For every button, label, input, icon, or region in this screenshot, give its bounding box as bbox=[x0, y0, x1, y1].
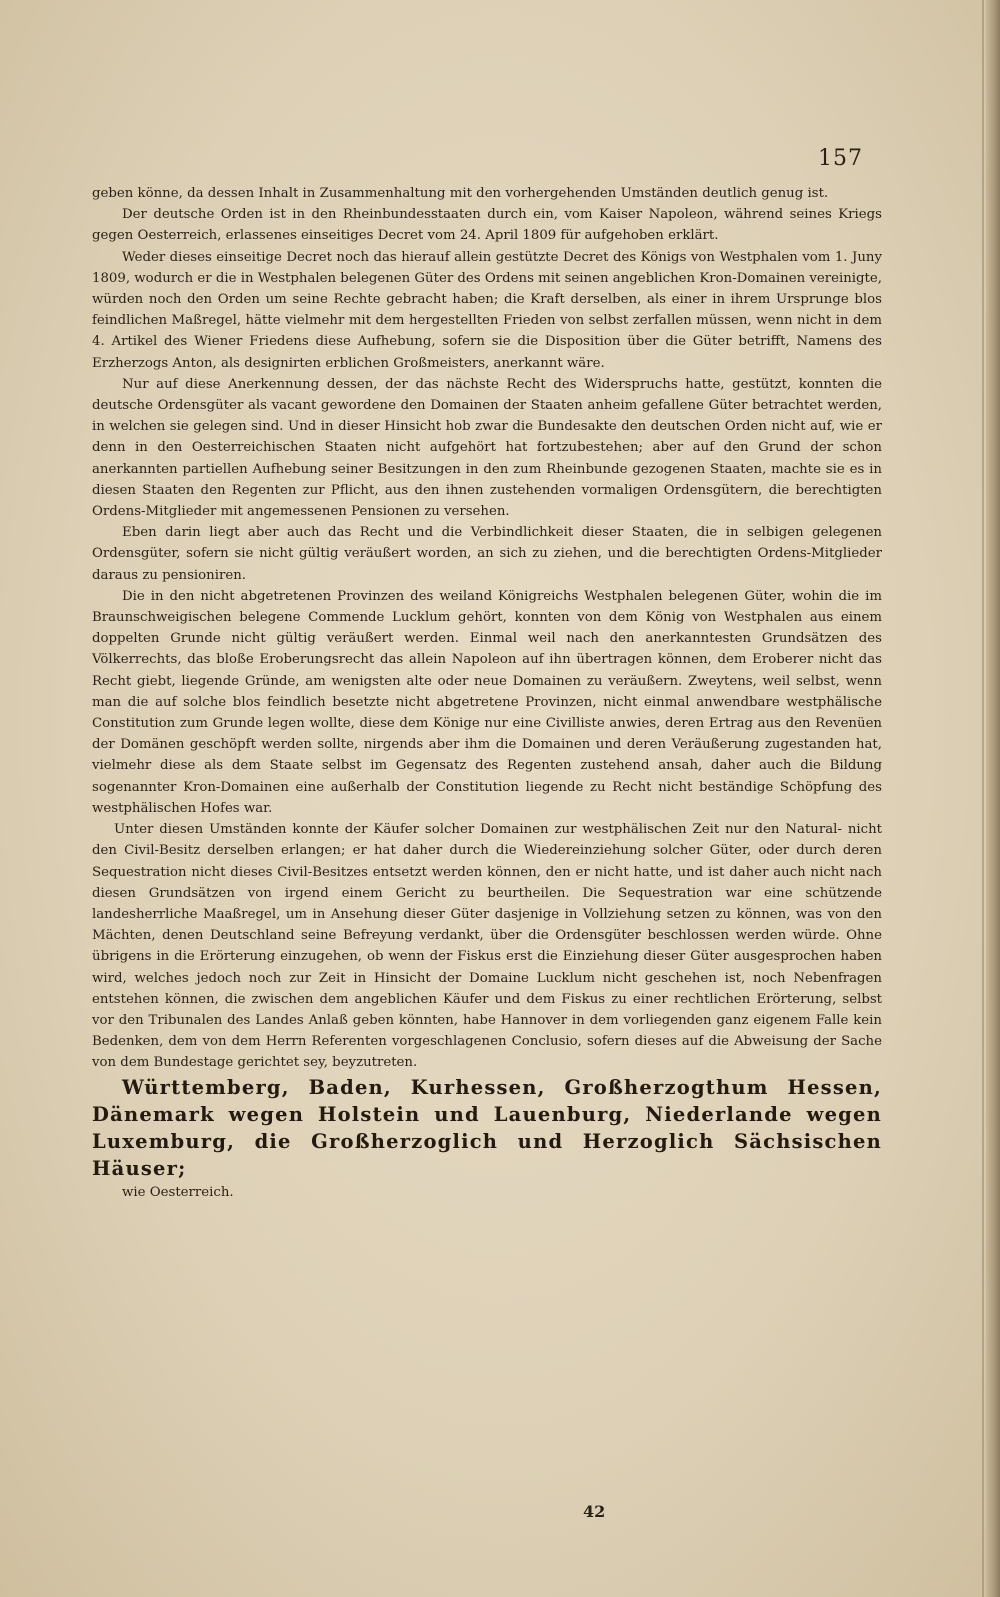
body-text bbox=[92, 183, 882, 1204]
paragraph-1: geben könne, da dessen Inhalt in Zusammenhaltung mit den vorhergehenden Umständen deutlich genug ist. bbox=[92, 186, 829, 201]
binding-shadow bbox=[982, 0, 984, 1597]
paragraph-6: Die in den nicht abgetretenen Provinzen des weiland Königreichs Westphalen belegenen Güter, wohin die im Braunschweigischen belegene Commende Lucklum gehört, konnten von dem König von Westphalen aus einem doppelten Grunde nicht gültig veräußert werden. Einmal weil nach den anerkanntesten Grundsätzen des Völkerrechts, das bloße Eroberungsrecht das allein Napoleon auf ihn übertragen können, dem Eroberer nicht das Recht giebt, liegende Gründe, am wenigsten alte oder neue Domainen zu veräußern. Zweytens, weil selbst, wenn man die auf solche blos feindlich besetzte nicht abgetretene Provinzen, nicht einmal anwendbare westphälische Constitution zum Grunde legen wollte, diese dem Könige nur eine Civilliste anwies, deren Ertrag aus den Revenüen der Domänen geschöpft werden sollte, nirgends aber ihm die Domainen und deren Veräußerung zugestanden hat, vielmehr diese als dem Staate selbst im Gegensatz des Regenten zustehend ansah, daher auch die Bildung sogenannter Kron-Domainen eine außerhalb der Constitution liegende zu Recht nicht beständige Schöpfung des westphälischen Hofes war. bbox=[92, 588, 882, 816]
closing-line: wie Oesterreich. bbox=[122, 1184, 234, 1200]
paragraph-5: Eben darin liegt aber auch das Recht und die Verbindlichkeit dieser Staaten, die in selbigen gelegenen Ordensgüter, sofern sie nicht gültig veräußert worden, an sich zu ziehen, und die berechtigten Ordens-Mitglieder daraus zu pensioniren. bbox=[92, 525, 882, 583]
page-number: 157 bbox=[818, 146, 863, 171]
paragraph-3: Weder dieses einseitige Decret noch das hierauf allein gestützte Decret des Königs von Westphalen vom 1. Juny 1809, wodurch er die in Westphalen belegenen Güter des Ordens mit seinen angeblichen Kron-Domainen vereinigte, würden noch den Orden um seine Rechte gebracht haben; die Kraft derselben, als einer in ihrem Ursprunge blos feindlichen Maßregel, hätte vielmehr mit dem hergestellten Frieden von selbst zerfallen müssen, wenn nicht in dem 4. Artikel des Wiener Friedens diese Aufhebung, sofern sie die Disposition über die Güter betrifft, Namens des Erzherzogs Anton, als designirten erblichen Großmeisters, anerkannt wäre. bbox=[92, 249, 882, 371]
states-vote-line: Württemberg, Baden, Kurhessen, Großherzogthum Hessen, Dänemark wegen Holstein und Lauenburg, Niederlande wegen Luxemburg, die Großherzoglich und Herzoglich Sächsischen Häuser; bbox=[92, 1075, 882, 1180]
paragraph-4: Nur auf diese Anerkennung dessen, der das nächste Recht des Widerspruchs hatte, gestützt, konnten die deutsche Ordensgüter als vacant gewordene den Domainen der Staaten anheim gefallene Güter betrachtet werden, in welchen sie gelegen sind. Und in dieser Hinsicht hob zwar die Bundesakte den deutschen Orden nicht auf, wie er denn in den Oesterreichischen Staaten nicht aufgehört hat fortzubestehen; aber auf den Grund der schon anerkannten partiellen Aufhebung seiner Besitzungen in den zum Rheinbunde gezogenen Staaten, machte sie es in diesen Staaten den Regenten zur Pflicht, aus den ihnen zustehenden vormaligen Ordensgütern, die berechtigten Ordens-Mitglieder mit angemessenen Pensionen zu versehen. bbox=[92, 376, 882, 520]
paragraph-2: Der deutsche Orden ist in den Rheinbundesstaaten durch ein, vom Kaiser Napoleon, während seines Kriegs gegen Oesterreich, erlassenes einseitiges Decret vom 24. April 1809 für aufgehoben erklärt. bbox=[92, 207, 882, 244]
signature-mark: 42 bbox=[583, 1502, 606, 1521]
book-spine bbox=[986, 0, 1000, 1597]
paragraph-7: Unter diesen Umständen konnte der Käufer solcher Domainen zur westphälischen Zeit nur den Natural- nicht den Civil-Besitz derselben erlangen; er hat daher durch die Wiedereinziehung solcher Güter, oder durch deren Sequestration nicht dieses Civil-Besitzes entsetzt werden können, den er nicht hatte, und ist daher auch nicht nach diesen Grundsätzen von irgend einem Gericht zu beurtheilen. Die Sequestration war eine schützende landesherrliche Maaßregel, um in Ansehung dieser Güter dasjenige in Vollziehung setzen zu können, was von den Mächten, denen Deutschland seine Befreyung verdankt, über die Ordensgüter beschlossen werden würde. Ohne übrigens in die Erörterung einzugehen, ob wenn der Fiskus erst die Einziehung dieser Güter ausgesprochen haben wird, welches jedoch noch zur Zeit in Hinsicht der Domaine Lucklum nicht geschehen ist, noch Nebenfragen entstehen können, die zwischen dem angeblichen Käufer und dem Fiskus zu einer rechtlichen Erörterung, selbst vor den Tribunalen des Landes Anlaß geben könnten, habe Hannover in dem vorliegenden ganz eigenem Falle kein Bedenken, dem von dem Herrn Referenten vorgeschlagenen Conclusio, sofern dieses auf die Abweisung der Sache von dem Bundestage gerichtet sey, beyzutreten. bbox=[92, 822, 882, 1071]
